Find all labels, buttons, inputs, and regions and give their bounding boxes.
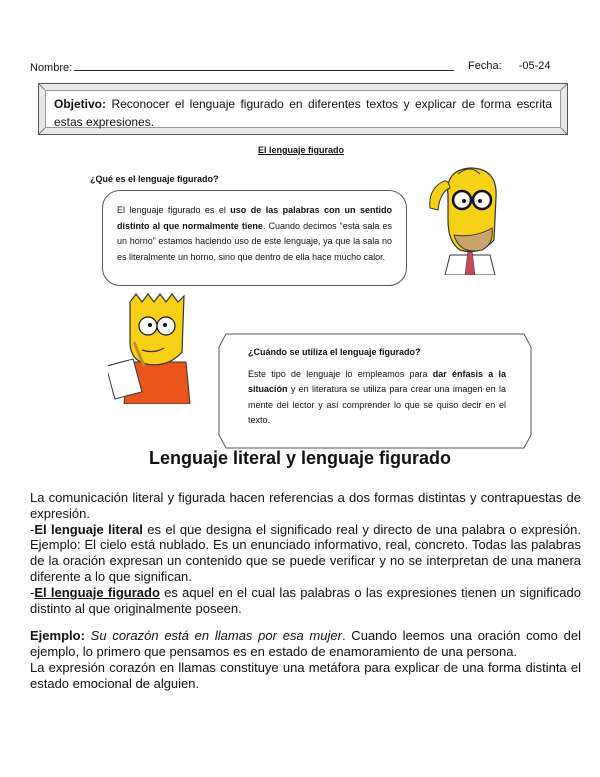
literal-term: El lenguaje literal xyxy=(34,521,143,537)
when-text-1: Este tipo de lenguaje lo empleamos para xyxy=(248,368,433,379)
name-blank[interactable] xyxy=(74,60,454,71)
definition-text-2: . Cuando decimos “esta sala es un horno” estamos haciendo uso de este lenguaje, ya que la sala no es literalmente un horno, sino que dentro de ella hace mucho calor. xyxy=(117,220,392,262)
definition-bubble xyxy=(102,190,407,286)
name-label: Nombre: xyxy=(30,62,73,74)
figurado-text: es aquel en el cual las palabras o las expresiones tienen un significado distinto al que originalmente poseen. xyxy=(30,584,581,616)
objective-text: Reconocer el lenguaje figurado en diferentes textos y explicar de forma escrita estas expresiones. xyxy=(54,97,552,129)
definition-text-1: El lenguaje figurado es el xyxy=(117,205,231,215)
intro-paragraph: La comunicación literal y figurada hacen referencias a dos formas distintas y contrapuestas de expresión. xyxy=(30,490,581,521)
name-field[interactable] xyxy=(30,60,454,74)
bart-illustration xyxy=(108,292,206,404)
homer-illustration xyxy=(420,160,520,275)
when-text-2: y en literatura se utiliza para crear una imagen en la mente del lector y así comprender lo que se quiso decir en el texto. xyxy=(248,384,506,425)
question-when: ¿Cuándo se utiliza el lenguaje figurado? xyxy=(248,347,421,357)
date-label: Fecha: xyxy=(468,60,502,72)
definition-bold: uso de las palabras con un sentido distinto al que normalmente tiene xyxy=(117,205,392,231)
date-value: -05-24 xyxy=(518,60,551,72)
literal-text: es el que designa el significado real y directo de una palabra o expresión. Ejemplo: El cielo está nublado. Es un enunciado informativo, real, concreto. Todas las palabras de la oración expresan un contenido que se puede verificar y no se interpretan de una manera diferente a lo que significan. xyxy=(30,521,582,584)
main-title: Lenguaje literal y lenguaje figurado xyxy=(148,448,452,468)
figurado-paragraph xyxy=(30,585,581,617)
date-field xyxy=(468,60,551,72)
figurado-dash: - xyxy=(30,584,35,600)
body-text xyxy=(30,490,581,692)
when-bubble xyxy=(218,333,532,449)
objective-text-block xyxy=(45,90,561,128)
example-italic: Su corazón está en llamas por esa mujer xyxy=(84,628,342,644)
question-what-is: ¿Qué es el lenguaje figurado? xyxy=(90,174,219,184)
when-bold: dar énfasis a la situación xyxy=(248,368,506,394)
literal-paragraph xyxy=(30,522,581,585)
section-title: El lenguaje figurado xyxy=(258,145,345,155)
example-label: Ejemplo: xyxy=(30,628,85,644)
figurado-term: El lenguaje figurado xyxy=(34,584,160,600)
metaphor-paragraph: La expresión corazón en llamas constituye una metáfora para explicar de una forma distinta el estado emocional de alguien. xyxy=(30,659,581,691)
example-paragraph xyxy=(30,628,581,660)
objective-box xyxy=(38,83,568,135)
objective-label: Objetivo: xyxy=(54,97,107,111)
example-text: . Cuando leemos una oración como del ejemplo, lo primero que pensamos es en estado de enamoramiento de una persona. xyxy=(30,628,581,660)
literal-dash: - xyxy=(30,521,35,537)
